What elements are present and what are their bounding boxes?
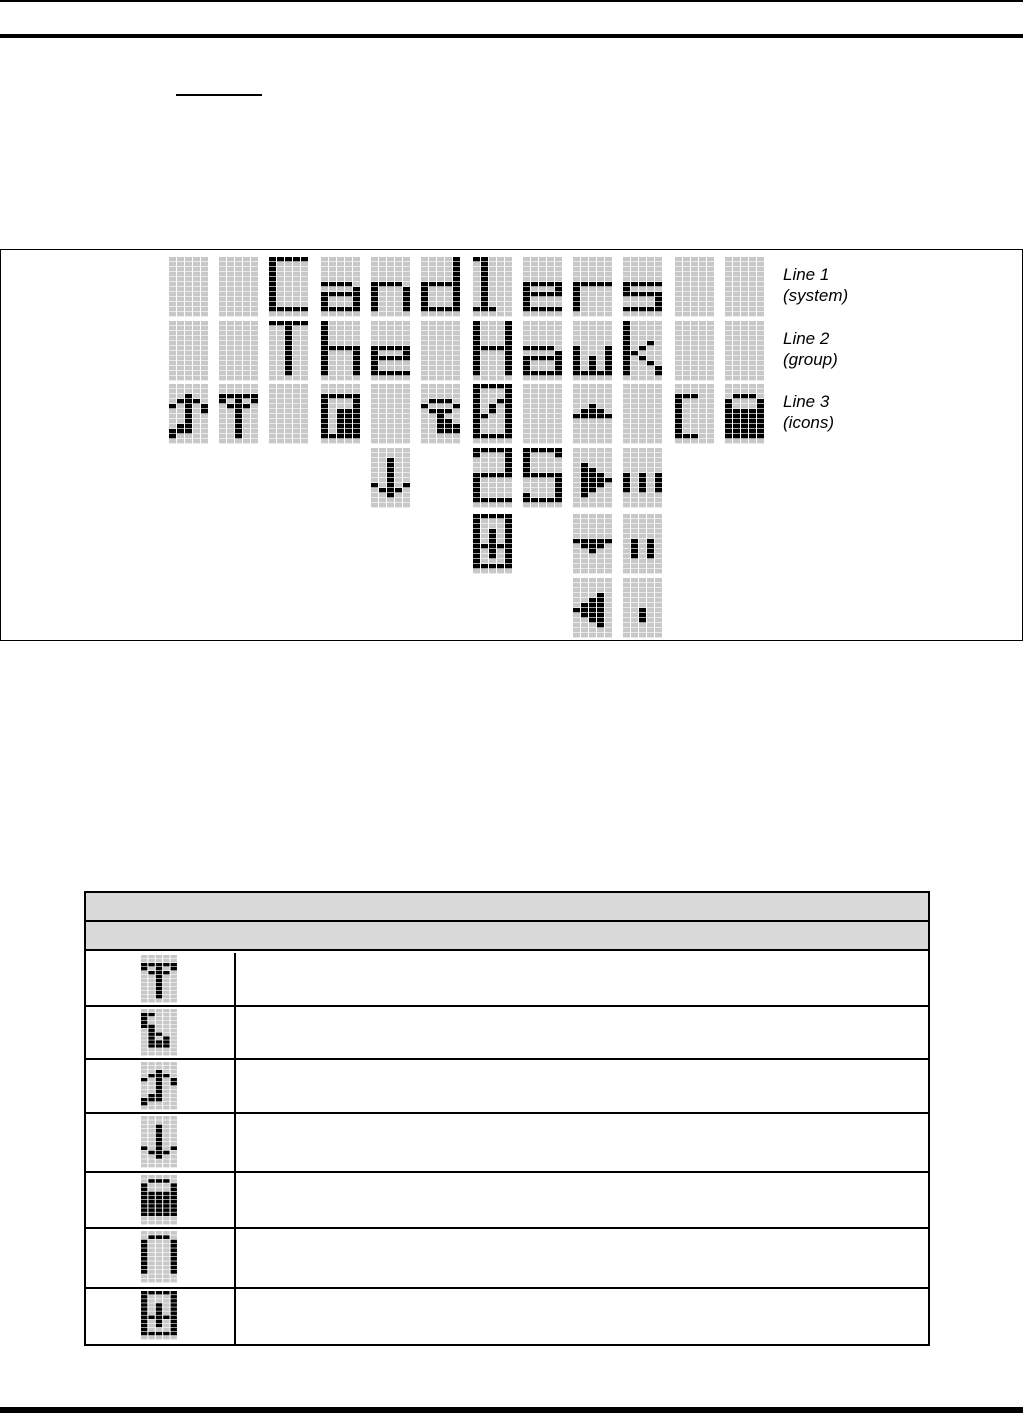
top-rule-thick	[0, 34, 1023, 38]
bottom-rule	[0, 1407, 1023, 1413]
battery-icon	[321, 384, 361, 444]
table-icon-cell	[86, 1114, 236, 1171]
table-row	[86, 1289, 928, 1344]
table-description-cell	[236, 953, 928, 1005]
antenna-icon	[141, 955, 178, 1003]
table-description-cell	[236, 1173, 928, 1227]
lcd-char-e	[371, 321, 411, 381]
lock-closed-icon	[141, 1175, 178, 1225]
lcd-char-r	[573, 257, 613, 317]
lcd-blank-cell	[371, 384, 411, 444]
signal-one-bar-icon	[623, 578, 663, 638]
lcd-blank-cell	[623, 384, 663, 444]
bracket-icon	[675, 384, 715, 444]
table-subtitle	[86, 922, 928, 951]
lcd-blank-cell	[219, 257, 259, 317]
lcd-char-l	[473, 257, 513, 317]
down-arrow-icon	[141, 1116, 178, 1168]
line-1-label	[783, 264, 848, 306]
antenna-icon	[219, 384, 259, 444]
line-1-desc: (system)	[783, 286, 849, 305]
lcd-char-e	[523, 257, 563, 317]
table-icon-cell	[86, 1007, 236, 1058]
left-arrow-icon	[573, 578, 613, 638]
lcd-blank-cell	[269, 384, 309, 444]
talkaround-icon	[141, 1009, 178, 1056]
lcd-blank-cell	[169, 321, 209, 381]
antenna-signal-icon	[141, 1062, 178, 1110]
lcd-blank-cell	[675, 321, 715, 381]
lcd-char-n	[371, 257, 411, 317]
line-1-name: Line 1	[783, 265, 830, 284]
lcd-char-H	[473, 321, 513, 381]
line-2-desc: (group)	[783, 350, 838, 369]
down-arrow-icon	[371, 448, 411, 508]
a-icon	[473, 514, 513, 574]
right-arrow-icon	[573, 448, 613, 508]
lcd-blank-cell	[421, 321, 461, 381]
table-description-cell	[236, 1289, 928, 1344]
lcd-blank-cell	[169, 257, 209, 317]
lcd-char-a	[321, 257, 361, 317]
table-row	[86, 1060, 928, 1114]
lcd-char-h	[321, 321, 361, 381]
down-triangle-icon	[573, 514, 613, 574]
lcd-display-figure	[0, 249, 1023, 641]
lcd-char-C	[269, 257, 309, 317]
scan-icon	[421, 384, 461, 444]
digit-5-icon	[523, 448, 563, 508]
table-row	[86, 1114, 928, 1173]
top-rule-thin	[0, 0, 1023, 2]
lock-open-icon	[141, 1231, 178, 1283]
table-row	[86, 1229, 928, 1289]
table-icon-cell	[86, 1289, 236, 1344]
lcd-char-T	[269, 321, 309, 381]
lcd-char-d	[421, 257, 461, 317]
lcd-blank-cell	[725, 257, 765, 317]
zero-digit-icon	[473, 384, 513, 444]
lcd-blank-cell	[523, 384, 563, 444]
table-row	[86, 1173, 928, 1229]
section-heading-underline	[176, 94, 262, 96]
lcd-char-a	[523, 321, 563, 381]
icon-description-table	[84, 891, 930, 1346]
table-description-cell	[236, 1060, 928, 1112]
table-description-cell	[236, 1007, 928, 1058]
table-description-cell	[236, 1114, 928, 1171]
table-icon-cell	[86, 1173, 236, 1227]
table-row	[86, 1007, 928, 1060]
table-description-cell	[236, 1229, 928, 1287]
table-icon-cell	[86, 1060, 236, 1112]
line-2-label	[783, 328, 838, 370]
table-icon-cell	[86, 1229, 236, 1287]
line-3-desc: (icons)	[783, 413, 835, 432]
lcd-blank-cell	[725, 321, 765, 381]
lcd-char-w	[573, 321, 613, 381]
line-3-label	[783, 391, 834, 433]
lcd-char-k	[623, 321, 663, 381]
lock-icon	[725, 384, 765, 444]
a-icon	[141, 1291, 178, 1340]
up-arrow-icon	[573, 384, 613, 444]
signal-three-bars-icon	[623, 448, 663, 508]
table-icon-cell	[86, 953, 236, 1005]
lcd-char-s	[623, 257, 663, 317]
table-title	[86, 893, 928, 922]
signal-two-bars-icon	[623, 514, 663, 574]
digit-2-icon	[473, 448, 513, 508]
line-2-name: Line 2	[783, 329, 830, 348]
lcd-blank-cell	[219, 321, 259, 381]
antenna-signal-icon	[169, 384, 209, 444]
table-row	[86, 953, 928, 1007]
lcd-blank-cell	[675, 257, 715, 317]
line-3-name: Line 3	[783, 392, 830, 411]
